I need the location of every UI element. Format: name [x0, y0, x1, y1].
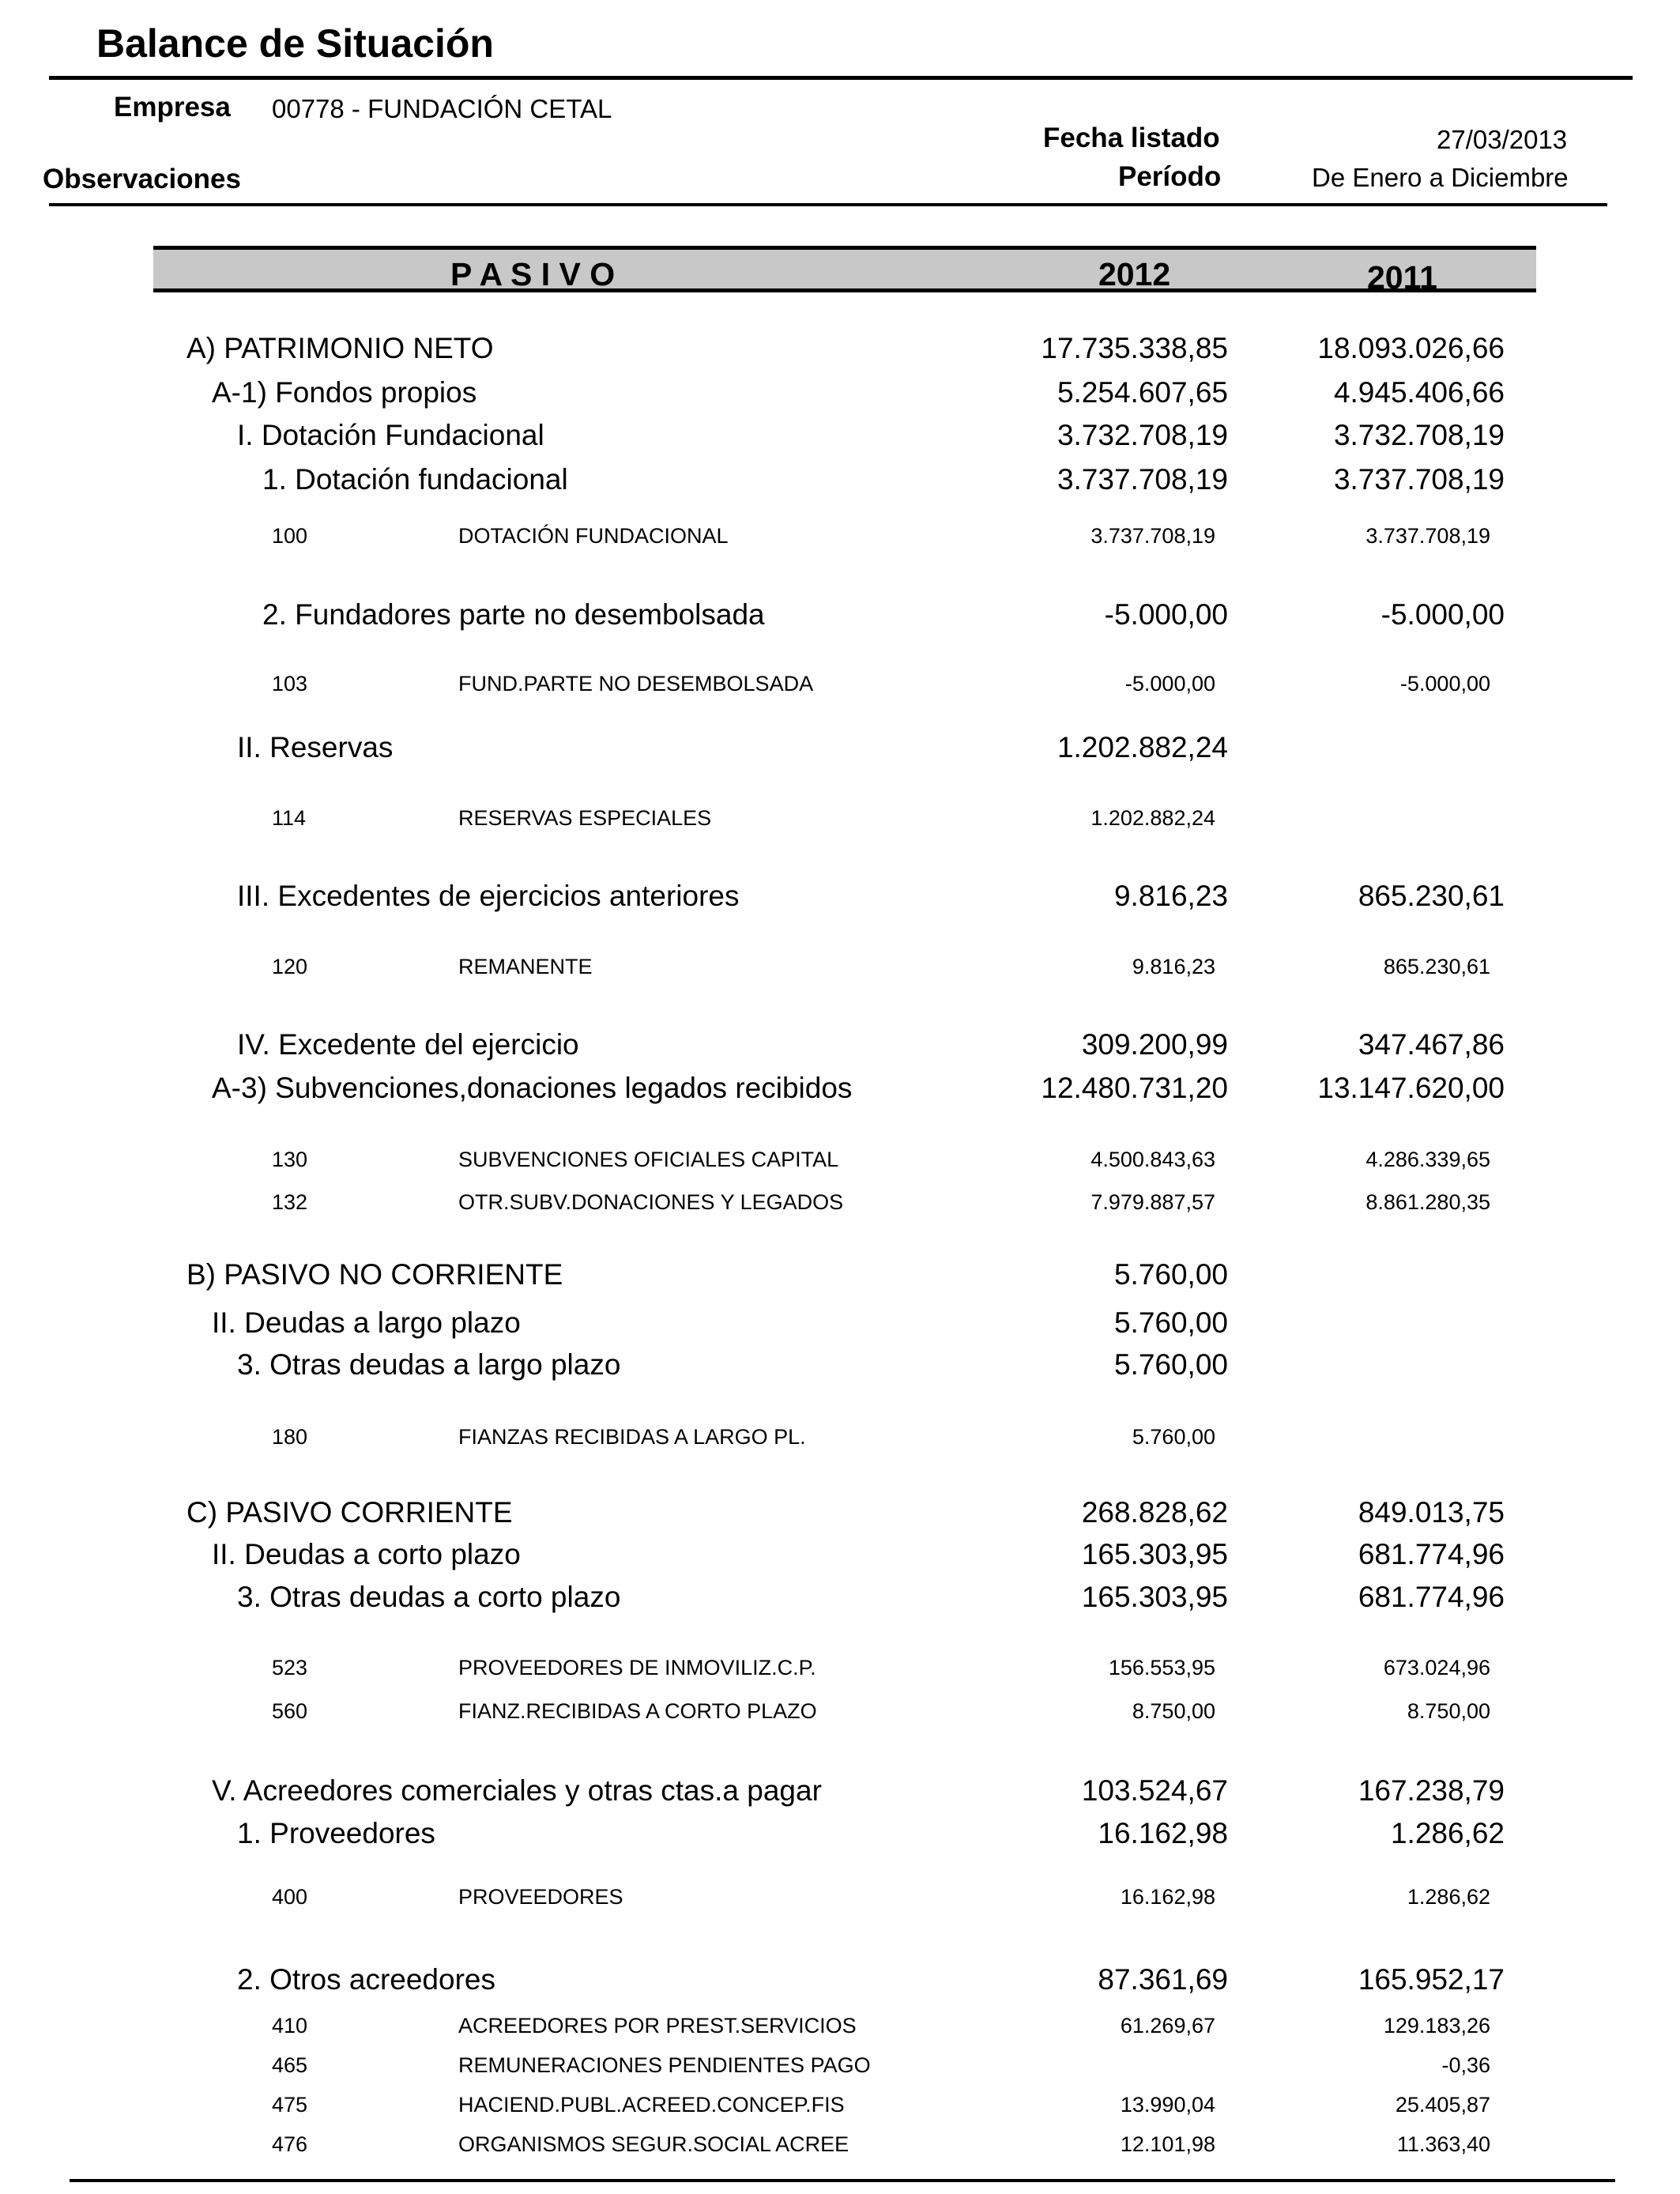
value-2011: 4.286.339,65 [1365, 1148, 1490, 1171]
value-2011: 13.147.620,00 [1317, 1072, 1505, 1104]
value-2012: 12.480.731,20 [1041, 1072, 1228, 1104]
row-label: 1. Proveedores [237, 1817, 435, 1849]
periodo-label: Período [1118, 161, 1222, 192]
account-code: 476 [272, 2132, 308, 2156]
account-name: RESERVAS ESPECIALES [458, 806, 712, 830]
value-2012: 5.254.607,65 [1057, 376, 1228, 409]
value-2012: 61.269,67 [1120, 2014, 1215, 2038]
value-2011: 129.183,26 [1383, 2014, 1490, 2038]
account-name: FIANZAS RECIBIDAS A LARGO PL. [458, 1425, 806, 1449]
value-2012: 17.735.338,85 [1041, 332, 1228, 364]
account-code: 465 [272, 2053, 308, 2077]
account-name: PROVEEDORES DE INMOVILIZ.C.P. [458, 1656, 816, 1679]
value-2011: -0,36 [1441, 2053, 1490, 2077]
row-label: I. Dotación Fundacional [237, 419, 544, 451]
account-name: ACREEDORES POR PREST.SERVICIOS [458, 2014, 857, 2038]
row-label: IV. Excedente del ejercicio [237, 1028, 579, 1061]
value-2011: 1.286,62 [1390, 1817, 1505, 1849]
account-name: ORGANISMOS SEGUR.SOCIAL ACREE [458, 2132, 849, 2156]
value-2011: 681.774,96 [1358, 1538, 1505, 1570]
value-2012: -5.000,00 [1104, 598, 1228, 631]
account-code: 400 [272, 1885, 308, 1909]
row-label: III. Excedentes de ejercicios anteriores [237, 880, 740, 912]
value-2011: 8.861.280,35 [1365, 1190, 1490, 1214]
account-name: FIANZ.RECIBIDAS A CORTO PLAZO [458, 1699, 817, 1723]
account-code: 103 [272, 672, 308, 696]
value-2012: 16.162,98 [1098, 1817, 1228, 1849]
value-2011: 849.013,75 [1358, 1496, 1505, 1529]
value-2012: 268.828,62 [1081, 1496, 1228, 1529]
year-2011-header: 2011 [1367, 259, 1437, 296]
value-2011: 865.230,61 [1358, 880, 1505, 912]
row-label: A-3) Subvenciones,donaciones legados recibidos [212, 1072, 853, 1104]
empresa-value: 00778 - FUNDACIÓN CETAL [272, 94, 612, 123]
value-2011: -5.000,00 [1381, 598, 1505, 631]
value-2011: 8.750,00 [1407, 1699, 1490, 1723]
value-2012: 5.760,00 [1113, 1348, 1228, 1381]
value-2011: 3.737.708,19 [1333, 463, 1505, 496]
account-name: REMANENTE [458, 955, 593, 978]
value-2011: 11.363,40 [1396, 2132, 1490, 2156]
header-bottom-rule [49, 203, 1607, 206]
year-2012-header: 2012 [1098, 256, 1171, 292]
periodo-value: De Enero a Diciembre [1312, 163, 1569, 192]
value-2011: 25.405,87 [1395, 2093, 1490, 2117]
account-code: 114 [272, 806, 307, 830]
value-2011: 673.024,96 [1383, 1656, 1490, 1679]
row-label: 3. Otras deudas a largo plazo [237, 1348, 621, 1381]
empresa-label: Empresa [114, 92, 231, 123]
page-title: Balance de Situación [96, 21, 494, 66]
row-label: C) PASIVO CORRIENTE [186, 1496, 513, 1529]
account-code: 180 [272, 1425, 308, 1449]
value-2012: 8.750,00 [1132, 1699, 1215, 1723]
row-label: 3. Otras deudas a corto plazo [237, 1581, 621, 1613]
value-2012: 13.990,04 [1120, 2093, 1215, 2117]
row-label: II. Deudas a largo plazo [212, 1306, 521, 1339]
row-label: V. Acreedores comerciales y otras ctas.a pagar [212, 1774, 822, 1807]
value-2012: 309.200,99 [1081, 1028, 1228, 1061]
account-name: SUBVENCIONES OFICIALES CAPITAL [458, 1148, 839, 1171]
value-2011: 165.952,17 [1358, 1963, 1505, 1996]
value-2011: 4.945.406,66 [1333, 376, 1505, 409]
row-label: A) PATRIMONIO NETO [186, 332, 494, 364]
account-code: 475 [272, 2093, 308, 2117]
account-code: 523 [272, 1656, 308, 1679]
value-2011: 681.774,96 [1358, 1581, 1505, 1613]
account-name: DOTACIÓN FUNDACIONAL [458, 524, 729, 548]
value-2012: 3.737.708,19 [1057, 463, 1228, 496]
account-name: FUND.PARTE NO DESEMBOLSADA [458, 672, 814, 696]
observaciones-label: Observaciones [43, 164, 241, 194]
value-2012: 3.737.708,19 [1090, 524, 1215, 548]
account-code: 132 [272, 1190, 308, 1214]
value-2012: 156.553,95 [1108, 1656, 1215, 1679]
row-label: 1. Dotación fundacional [262, 463, 568, 496]
row-label: A-1) Fondos propios [212, 376, 477, 409]
value-2011: 167.238,79 [1358, 1774, 1505, 1807]
fecha-listado-value: 27/03/2013 [1437, 125, 1568, 154]
row-label: 2. Fundadores parte no desembolsada [262, 598, 765, 631]
account-code: 410 [272, 2014, 308, 2038]
account-name: HACIEND.PUBL.ACREED.CONCEP.FIS [458, 2093, 845, 2117]
value-2012: 87.361,69 [1098, 1963, 1228, 1996]
row-label: II. Deudas a corto plazo [212, 1538, 521, 1570]
account-name: OTR.SUBV.DONACIONES Y LEGADOS [458, 1190, 844, 1214]
value-2012: 165.303,95 [1081, 1538, 1228, 1570]
value-2011: 347.467,86 [1358, 1028, 1505, 1061]
section-title: P A S I V O [450, 256, 616, 292]
row-label: B) PASIVO NO CORRIENTE [186, 1258, 563, 1291]
value-2012: 3.732.708,19 [1057, 419, 1228, 451]
value-2012: -5.000,00 [1124, 672, 1215, 696]
column-header-band [153, 246, 1536, 296]
value-2012: 7.979.887,57 [1090, 1190, 1215, 1214]
account-name: PROVEEDORES [458, 1885, 623, 1909]
value-2012: 9.816,23 [1113, 880, 1228, 912]
value-2011: 18.093.026,66 [1317, 332, 1505, 364]
account-name: REMUNERACIONES PENDIENTES PAGO [458, 2053, 871, 2077]
row-label: II. Reservas [237, 731, 394, 763]
value-2012: 5.760,00 [1132, 1425, 1215, 1449]
value-2012: 165.303,95 [1081, 1581, 1228, 1613]
value-2011: 1.286,62 [1407, 1885, 1490, 1909]
fecha-listado-label: Fecha listado [1043, 123, 1220, 153]
value-2011: 865.230,61 [1383, 955, 1490, 978]
value-2012: 103.524,67 [1081, 1774, 1228, 1807]
value-2012: 1.202.882,24 [1090, 806, 1215, 830]
value-2012: 1.202.882,24 [1057, 731, 1228, 763]
account-code: 560 [272, 1699, 308, 1723]
account-code: 100 [272, 524, 308, 548]
value-2012: 12.101,98 [1120, 2132, 1215, 2156]
value-2012: 16.162,98 [1120, 1885, 1215, 1909]
value-2011: 3.732.708,19 [1333, 419, 1505, 451]
account-code: 120 [272, 955, 308, 978]
footer-rule [70, 2179, 1615, 2182]
value-2012: 4.500.843,63 [1090, 1148, 1215, 1171]
header-rule [49, 76, 1633, 80]
value-2012: 5.760,00 [1113, 1306, 1228, 1339]
row-label: 2. Otros acreedores [237, 1963, 495, 1996]
value-2011: -5.000,00 [1399, 672, 1490, 696]
account-code: 130 [272, 1148, 308, 1171]
value-2011: 3.737.708,19 [1365, 524, 1490, 548]
value-2012: 9.816,23 [1132, 955, 1215, 978]
value-2012: 5.760,00 [1113, 1258, 1228, 1291]
